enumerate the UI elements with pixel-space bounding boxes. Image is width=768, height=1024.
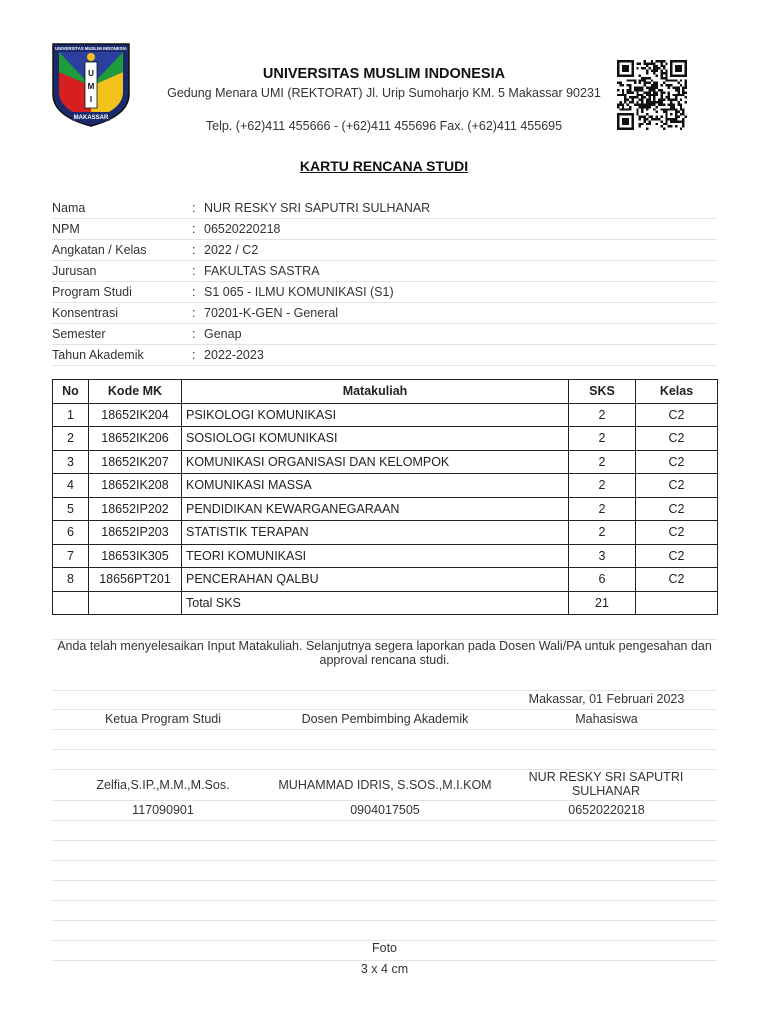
divider xyxy=(52,900,717,901)
cell-sks: 3 xyxy=(569,544,636,568)
info-value: FAKULTAS SASTRA xyxy=(204,264,320,278)
table-row xyxy=(53,521,718,545)
cell-matakuliah: KOMUNIKASI ORGANISASI DAN KELOMPOK xyxy=(182,450,569,474)
info-colon: : xyxy=(192,285,196,299)
cell-kelas: C2 xyxy=(636,521,718,545)
photo-size: 3 x 4 cm xyxy=(360,962,409,976)
header-matakuliah: Matakuliah xyxy=(182,380,569,404)
place-date: Makassar, 01 Februari 2023 xyxy=(528,692,685,706)
divider xyxy=(52,749,717,750)
student-info xyxy=(52,198,717,366)
course-table xyxy=(52,379,718,615)
table-row xyxy=(53,450,718,474)
info-label: Tahun Akademik xyxy=(52,348,144,362)
cell-kode: 18656PT201 xyxy=(89,568,182,592)
cell-sks: 2 xyxy=(569,497,636,521)
cell-kode: 18653IK305 xyxy=(89,544,182,568)
divider xyxy=(52,800,717,801)
total-sks-value: 21 xyxy=(569,591,636,615)
info-label: Angkatan / Kelas xyxy=(52,243,147,257)
cell-no: 2 xyxy=(53,427,89,451)
info-value: 2022 / C2 xyxy=(204,243,259,257)
table-total-row xyxy=(53,591,718,615)
info-value: 2022-2023 xyxy=(204,348,264,362)
university-address: Gedung Menara UMI (REKTORAT) Jl. Urip Sumoharjo KM. 5 Makassar 90231 xyxy=(167,86,601,100)
header-sks: SKS xyxy=(569,380,636,404)
ketua-id: 117090901 xyxy=(132,803,194,817)
table-row xyxy=(53,427,718,451)
info-row-tahun-akademik xyxy=(52,345,717,366)
cell-kelas: C2 xyxy=(636,427,718,451)
cell-matakuliah: PENDIDIKAN KEWARGANEGARAAN xyxy=(182,497,569,521)
mahasiswa-id: 06520220218 xyxy=(568,803,645,817)
cell-sks: 2 xyxy=(569,521,636,545)
header-kode-mk: Kode MK xyxy=(89,380,182,404)
cell-no: 4 xyxy=(53,474,89,498)
cell-matakuliah: TEORI KOMUNIKASI xyxy=(182,544,569,568)
cell-matakuliah: SOSIOLOGI KOMUNIKASI xyxy=(182,427,569,451)
university-name: UNIVERSITAS MUSLIM INDONESIA xyxy=(262,66,506,82)
cell-matakuliah: STATISTIK TERAPAN xyxy=(182,521,569,545)
info-value: S1 065 - ILMU KOMUNIKASI (S1) xyxy=(204,285,394,299)
table-header-row xyxy=(53,380,718,404)
table-row xyxy=(53,544,718,568)
cell-kelas: C2 xyxy=(636,568,718,592)
logo-bottom-text: MAKASSAR xyxy=(73,115,109,121)
info-colon: : xyxy=(192,222,196,236)
info-value: Genap xyxy=(204,327,242,341)
dosen-id: 0904017505 xyxy=(350,803,420,817)
divider xyxy=(52,709,717,710)
mahasiswa-name: NUR RESKY SRI SAPUTRI SULHANAR xyxy=(528,770,684,798)
cell-kelas: C2 xyxy=(636,474,718,498)
cell-sks: 2 xyxy=(569,427,636,451)
cell-no: 6 xyxy=(53,521,89,545)
logo-top-text: UNIVERSITAS MUSLIM INDONESIA xyxy=(55,46,127,51)
info-label: Semester xyxy=(52,327,106,341)
cell-kelas: C2 xyxy=(636,497,718,521)
info-row-semester xyxy=(52,324,717,345)
cell-no: 7 xyxy=(53,544,89,568)
ketua-name: Zelfia,S.IP.,M.M.,M.Sos. xyxy=(96,778,230,792)
table-row xyxy=(53,497,718,521)
cell-kode: 18652IK207 xyxy=(89,450,182,474)
info-label: Nama xyxy=(52,201,86,215)
cell-no: 8 xyxy=(53,568,89,592)
table-row xyxy=(53,568,718,592)
info-colon: : xyxy=(192,327,196,341)
cell-no: 1 xyxy=(53,403,89,427)
divider xyxy=(52,820,717,821)
cell-kelas: C2 xyxy=(636,403,718,427)
logo-letter-m: M xyxy=(87,82,95,91)
qr-code xyxy=(615,60,689,130)
university-phone: Telp. (+62)411 455666 - (+62)411 455696 Fax. (+62)411 455695 xyxy=(205,119,563,133)
dosen-name: MUHAMMAD IDRIS, S.SOS.,M.I.KOM xyxy=(278,778,492,792)
info-row-program-studi xyxy=(52,282,717,303)
table-row xyxy=(53,403,718,427)
info-colon: : xyxy=(192,201,196,215)
cell-kode: 18652IK206 xyxy=(89,427,182,451)
cell-kelas: C2 xyxy=(636,544,718,568)
info-colon: : xyxy=(192,243,196,257)
info-colon: : xyxy=(192,306,196,320)
cell-sks: 2 xyxy=(569,403,636,427)
header-no: No xyxy=(53,380,89,404)
ketua-title: Ketua Program Studi xyxy=(104,712,222,726)
cell-kode: 18652IK204 xyxy=(89,403,182,427)
cell-kode: 18652IK208 xyxy=(89,474,182,498)
info-value: NUR RESKY SRI SAPUTRI SULHANAR xyxy=(204,201,431,215)
cell-empty xyxy=(636,591,718,615)
cell-kode: 18652IP202 xyxy=(89,497,182,521)
cell-sks: 2 xyxy=(569,474,636,498)
info-row-angkatan xyxy=(52,240,717,261)
logo-letter-i: I xyxy=(89,95,93,104)
photo-label: Foto xyxy=(371,941,397,955)
info-colon: : xyxy=(192,348,196,362)
cell-matakuliah: PSIKOLOGI KOMUNIKASI xyxy=(182,403,569,427)
mahasiswa-title: Mahasiswa xyxy=(575,712,638,726)
info-label: Jurusan xyxy=(52,264,97,278)
total-sks-label: Total SKS xyxy=(182,591,569,615)
info-colon: : xyxy=(192,264,196,278)
info-row-nama xyxy=(52,198,717,219)
info-label: Konsentrasi xyxy=(52,306,119,320)
cell-sks: 6 xyxy=(569,568,636,592)
logo-letter-u: U xyxy=(88,69,94,78)
cell-no: 5 xyxy=(53,497,89,521)
divider xyxy=(52,960,717,961)
university-logo xyxy=(50,42,132,128)
divider xyxy=(52,860,717,861)
cell-empty xyxy=(53,591,89,615)
cell-sks: 2 xyxy=(569,450,636,474)
info-value: 70201-K-GEN - General xyxy=(204,306,339,320)
dosen-title: Dosen Pembimbing Akademik xyxy=(301,712,469,726)
table-row xyxy=(53,474,718,498)
instruction-note: Anda telah menyelesaikan Input Matakuliah. Selanjutnya segera laporkan pada Dosen Wali/PA untuk pengesahan dan approval rencana studi. xyxy=(57,639,712,667)
info-row-jurusan xyxy=(52,261,717,282)
header-kelas: Kelas xyxy=(636,380,718,404)
document-title: KARTU RENCANA STUDI xyxy=(299,158,469,174)
divider xyxy=(52,729,717,730)
divider xyxy=(52,690,717,691)
info-label: Program Studi xyxy=(52,285,132,299)
cell-no: 3 xyxy=(53,450,89,474)
info-row-konsentrasi xyxy=(52,303,717,324)
cell-empty xyxy=(89,591,182,615)
divider xyxy=(52,880,717,881)
divider xyxy=(52,840,717,841)
cell-matakuliah: PENCERAHAN QALBU xyxy=(182,568,569,592)
info-label: NPM xyxy=(52,222,80,236)
info-value: 06520220218 xyxy=(204,222,281,236)
cell-kode: 18652IP203 xyxy=(89,521,182,545)
cell-matakuliah: KOMUNIKASI MASSA xyxy=(182,474,569,498)
cell-kelas: C2 xyxy=(636,450,718,474)
info-row-npm xyxy=(52,219,717,240)
divider xyxy=(52,920,717,921)
